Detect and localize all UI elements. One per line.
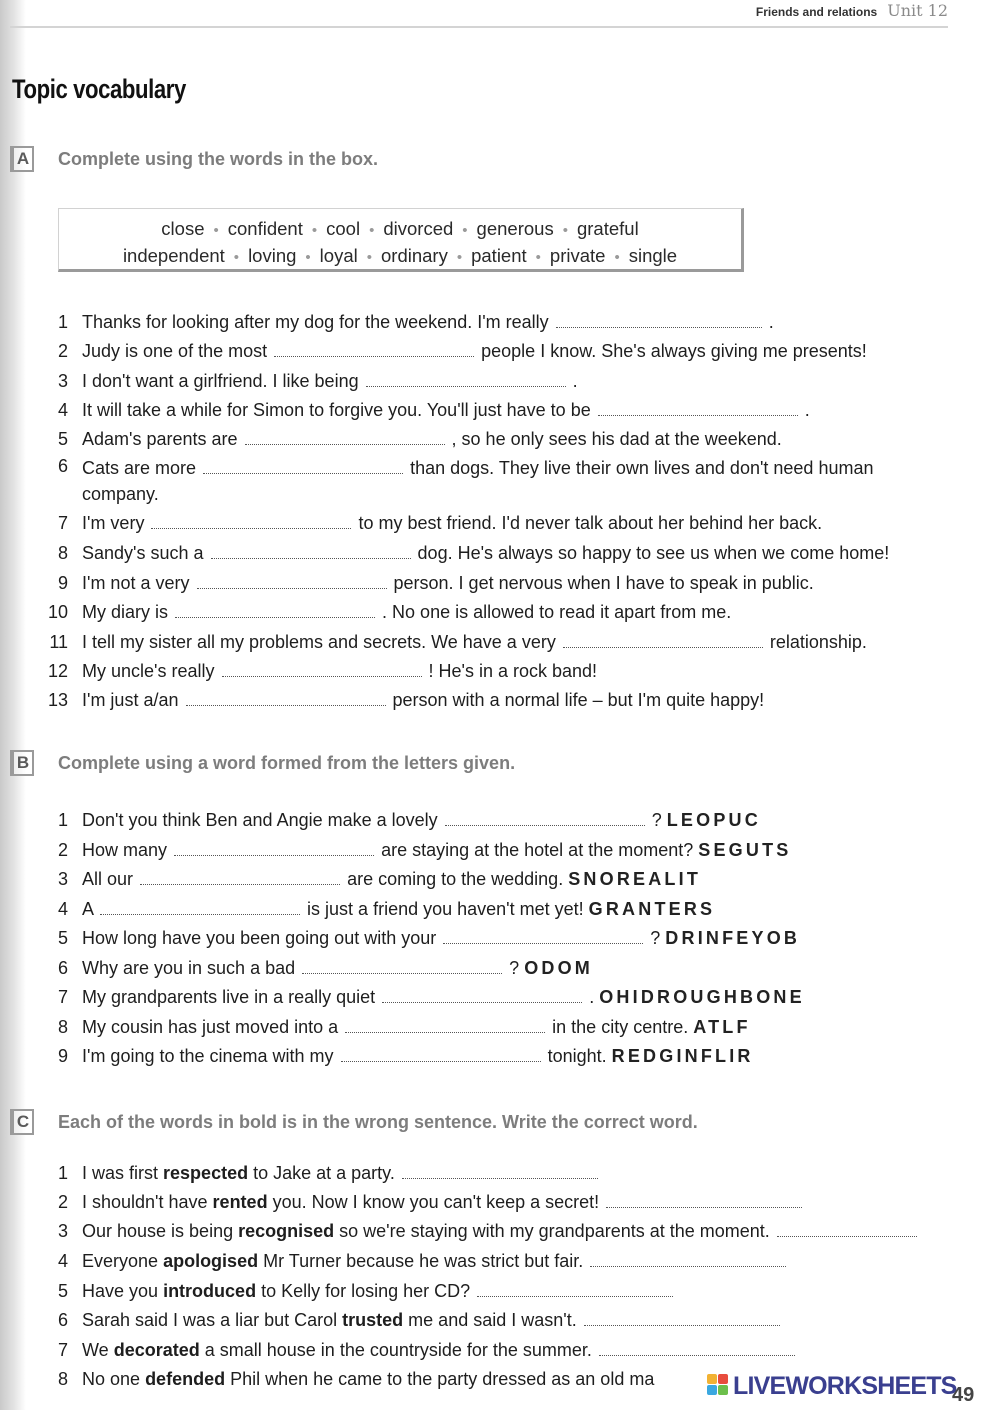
word-box — [58, 208, 744, 272]
bold-word: rented — [212, 1192, 268, 1212]
box-word: • loyal — [296, 245, 357, 266]
box-word: • ordinary — [358, 245, 448, 266]
scrambled-letters: SEGUTS — [698, 840, 792, 860]
answer-blank[interactable] — [584, 1319, 780, 1326]
item-text: Sandy's such a — [82, 543, 204, 563]
item-text: in the city centre. — [552, 1017, 689, 1037]
box-word: • private — [527, 245, 606, 266]
item-text: ! He's in a rock band! — [428, 661, 598, 681]
section-a-instruction: Complete using the words in the box. — [58, 148, 379, 169]
watermark-text: LIVEWORKSHEETS — [733, 1371, 957, 1400]
item-text: Adam's parents are — [82, 429, 238, 449]
section-c-instruction: Each of the words in bold is in the wrong sentence. Write the correct word. — [58, 1111, 698, 1132]
scrambled-letters: LEOPUC — [666, 810, 761, 830]
item-text: . — [572, 371, 578, 391]
item-text: are staying at the hotel at the moment? — [381, 840, 694, 860]
answer-blank[interactable] — [477, 1290, 673, 1297]
item-number: 4 — [57, 1251, 68, 1271]
item-text: . — [589, 987, 595, 1007]
item-number: 4 — [57, 400, 68, 420]
scrambled-letters: SNOREALIT — [568, 869, 702, 889]
item-number: 6 — [57, 456, 68, 476]
item-text: are coming to the wedding. — [347, 869, 564, 889]
item-number: 3 — [57, 869, 68, 889]
item-text: a small house in the countryside for the summer. — [204, 1340, 592, 1360]
answer-blank[interactable] — [599, 1349, 795, 1356]
answer-blank[interactable] — [211, 552, 411, 559]
item-text: ? — [650, 928, 661, 948]
item-number: 11 — [49, 632, 68, 652]
answer-blank[interactable] — [366, 380, 566, 387]
box-word: • patient — [448, 245, 527, 266]
item-number: 1 — [57, 312, 68, 332]
item-text: . — [768, 312, 774, 332]
item-number: 13 — [47, 690, 68, 710]
bold-word: apologised — [163, 1251, 259, 1271]
answer-blank[interactable] — [203, 467, 403, 474]
item-text: My diary is — [82, 602, 169, 622]
scrambled-letters: GRANTERS — [588, 899, 716, 919]
section-b-instruction: Complete using a word formed from the letters given. — [58, 752, 516, 773]
item-text: Our house is being — [82, 1221, 234, 1241]
item-text: to Jake at a party. — [253, 1163, 395, 1183]
item-text: A — [82, 899, 94, 919]
word-box-row-2 — [59, 243, 741, 270]
item-text: ? — [509, 958, 520, 978]
box-word: • generous — [453, 218, 553, 239]
item-text: I don't want a girlfriend. I like being — [82, 371, 359, 391]
item-number: 10 — [47, 602, 68, 622]
answer-blank[interactable] — [382, 996, 582, 1003]
box-word: • divorced — [360, 218, 453, 239]
item-number: 1 — [57, 1163, 68, 1183]
item-text: people I know. She's always giving me presents! — [481, 341, 867, 361]
word-box-row-1 — [59, 216, 741, 243]
item-text: to Kelly for losing her CD? — [261, 1281, 471, 1301]
item-text: Sarah said I was a liar but Carol — [82, 1310, 338, 1330]
answer-blank[interactable] — [563, 641, 763, 648]
answer-blank[interactable] — [606, 1201, 802, 1208]
item-text: How many — [82, 840, 168, 860]
item-text: I shouldn't have — [82, 1192, 208, 1212]
item-number: 3 — [57, 371, 68, 391]
answer-blank[interactable] — [341, 1055, 541, 1062]
section-c-letter: C — [10, 1109, 34, 1135]
item-text: All our — [82, 869, 134, 889]
item-number: 4 — [57, 899, 68, 919]
bold-word: trusted — [342, 1310, 404, 1330]
section-c-heading — [10, 1109, 698, 1135]
item-text: me and said I wasn't. — [408, 1310, 577, 1330]
item-number: 12 — [47, 661, 68, 681]
item-text: Why are you in such a bad — [82, 958, 296, 978]
item-number: 1 — [57, 810, 68, 830]
item-text: so we're staying with my grandparents at the moment. — [339, 1221, 770, 1241]
item-number: 3 — [57, 1221, 68, 1241]
answer-blank[interactable] — [443, 937, 643, 944]
answer-blank[interactable] — [245, 438, 445, 445]
item-text: to my best friend. I'd never talk about her behind her back. — [358, 513, 823, 533]
item-text: person with a normal life – but I'm quite happy! — [392, 690, 765, 710]
scrambled-letters: DRINFEYOB — [665, 928, 801, 948]
item-text: tonight. — [547, 1046, 607, 1066]
page-edge-shadow — [0, 0, 26, 1410]
item-text: Phil when he came to the party dressed as an old ma — [230, 1369, 655, 1389]
answer-blank[interactable] — [222, 670, 422, 677]
item-text: relationship. — [769, 632, 867, 652]
box-word: • grateful — [554, 218, 639, 239]
item-text: Thanks for looking after my dog for the weekend. I'm really — [82, 312, 549, 332]
item-text: My cousin has just moved into a — [82, 1017, 339, 1037]
header-rule — [10, 26, 948, 28]
item-number: 9 — [57, 573, 68, 593]
item-text: dog. He's always so happy to see us when we come home! — [417, 543, 890, 563]
answer-blank[interactable] — [151, 522, 351, 529]
answer-blank[interactable] — [777, 1230, 917, 1237]
item-text: than dogs. They live their own lives and don't need human company. — [82, 458, 874, 504]
item-text: Don't you think Ben and Angie make a lovely — [82, 810, 438, 830]
running-title: Friends and relations — [755, 5, 878, 19]
answer-blank[interactable] — [556, 321, 762, 328]
page-number: 49 — [952, 1384, 975, 1406]
item-number: 2 — [57, 840, 68, 860]
section-b-heading — [10, 750, 515, 776]
answer-blank[interactable] — [274, 350, 474, 357]
page-title: Topic vocabulary — [12, 74, 186, 104]
scrambled-letters: OHIDROUGHBONE — [599, 987, 805, 1007]
answer-blank[interactable] — [140, 878, 340, 885]
scrambled-letters: REDGINFLIR — [611, 1046, 754, 1066]
item-text: , so he only sees his dad at the weekend. — [451, 429, 782, 449]
scrambled-letters: ODOM — [524, 958, 593, 978]
item-number: 2 — [57, 1192, 68, 1212]
item-text: Judy is one of the most — [82, 341, 268, 361]
item-number: 9 — [57, 1046, 68, 1066]
item-text: My grandparents live in a really quiet — [82, 987, 376, 1007]
item-text: Have you — [82, 1281, 159, 1301]
box-word: • confident — [205, 218, 303, 239]
bold-word: defended — [145, 1369, 226, 1389]
item-number: 6 — [57, 1310, 68, 1330]
box-word: • loving — [225, 245, 297, 266]
answer-blank[interactable] — [100, 908, 300, 915]
answer-blank[interactable] — [197, 582, 387, 589]
item-text: person. I get nervous when I have to speak in public. — [393, 573, 814, 593]
section-b-letter: B — [10, 750, 34, 776]
answer-blank[interactable] — [598, 409, 798, 416]
box-word: close — [161, 218, 205, 239]
item-text: I'm just a/an — [82, 690, 179, 710]
answer-blank[interactable] — [445, 819, 645, 826]
item-text: No one — [82, 1369, 141, 1389]
item-text: I was first — [82, 1163, 159, 1183]
bold-word: recognised — [238, 1221, 335, 1241]
item-text: I tell my sister all my problems and secrets. We have a very — [82, 632, 556, 652]
item-number: 7 — [57, 1340, 68, 1360]
item-text: you. Now I know you can't keep a secret! — [272, 1192, 600, 1212]
bold-word: decorated — [113, 1340, 200, 1360]
answer-blank[interactable] — [345, 1026, 545, 1033]
item-text: ? — [651, 810, 662, 830]
answer-blank[interactable] — [302, 967, 502, 974]
item-number: 2 — [57, 341, 68, 361]
item-text: I'm very — [82, 513, 145, 533]
item-text: I'm going to the cinema with my — [82, 1046, 334, 1066]
liveworksheets-logo-icon — [707, 1374, 729, 1398]
bold-word: introduced — [163, 1281, 257, 1301]
item-text: Cats are more — [82, 458, 197, 478]
item-text: It will take a while for Simon to forgive you. You'll just have to be — [82, 400, 591, 420]
item-number: 5 — [57, 928, 68, 948]
answer-blank[interactable] — [186, 699, 386, 706]
item-number: 5 — [57, 429, 68, 449]
box-word: • single — [605, 245, 677, 266]
box-word: • cool — [303, 218, 360, 239]
item-number: 7 — [57, 987, 68, 1007]
scrambled-letters: ATLF — [693, 1017, 751, 1037]
item-text: How long have you been going out with your — [82, 928, 437, 948]
item-number: 6 — [57, 958, 68, 978]
item-text: We — [82, 1340, 109, 1360]
box-word: independent — [122, 245, 225, 266]
section-a-heading — [10, 146, 378, 172]
bold-word: respected — [163, 1163, 249, 1183]
item-text: Mr Turner because he was strict but fair. — [263, 1251, 584, 1271]
item-number: 8 — [57, 1017, 68, 1037]
item-text: . — [804, 400, 810, 420]
answer-blank[interactable] — [175, 611, 375, 618]
item-number: 8 — [57, 543, 68, 563]
unit-label: Unit 12 — [887, 1, 948, 20]
item-number: 8 — [57, 1369, 68, 1389]
item-text: . No one is allowed to read it apart from me. — [382, 602, 732, 622]
item-text: Everyone — [82, 1251, 159, 1271]
section-a-letter: A — [10, 146, 34, 172]
answer-blank[interactable] — [590, 1260, 786, 1267]
item-number: 7 — [57, 513, 68, 533]
answer-blank[interactable] — [402, 1172, 598, 1179]
item-text: is just a friend you haven't met yet! — [307, 899, 584, 919]
item-text: My uncle's really — [82, 661, 215, 681]
item-number: 5 — [57, 1281, 68, 1301]
running-header — [756, 1, 948, 20]
answer-blank[interactable] — [174, 849, 374, 856]
item-text: I'm not a very — [82, 573, 190, 593]
